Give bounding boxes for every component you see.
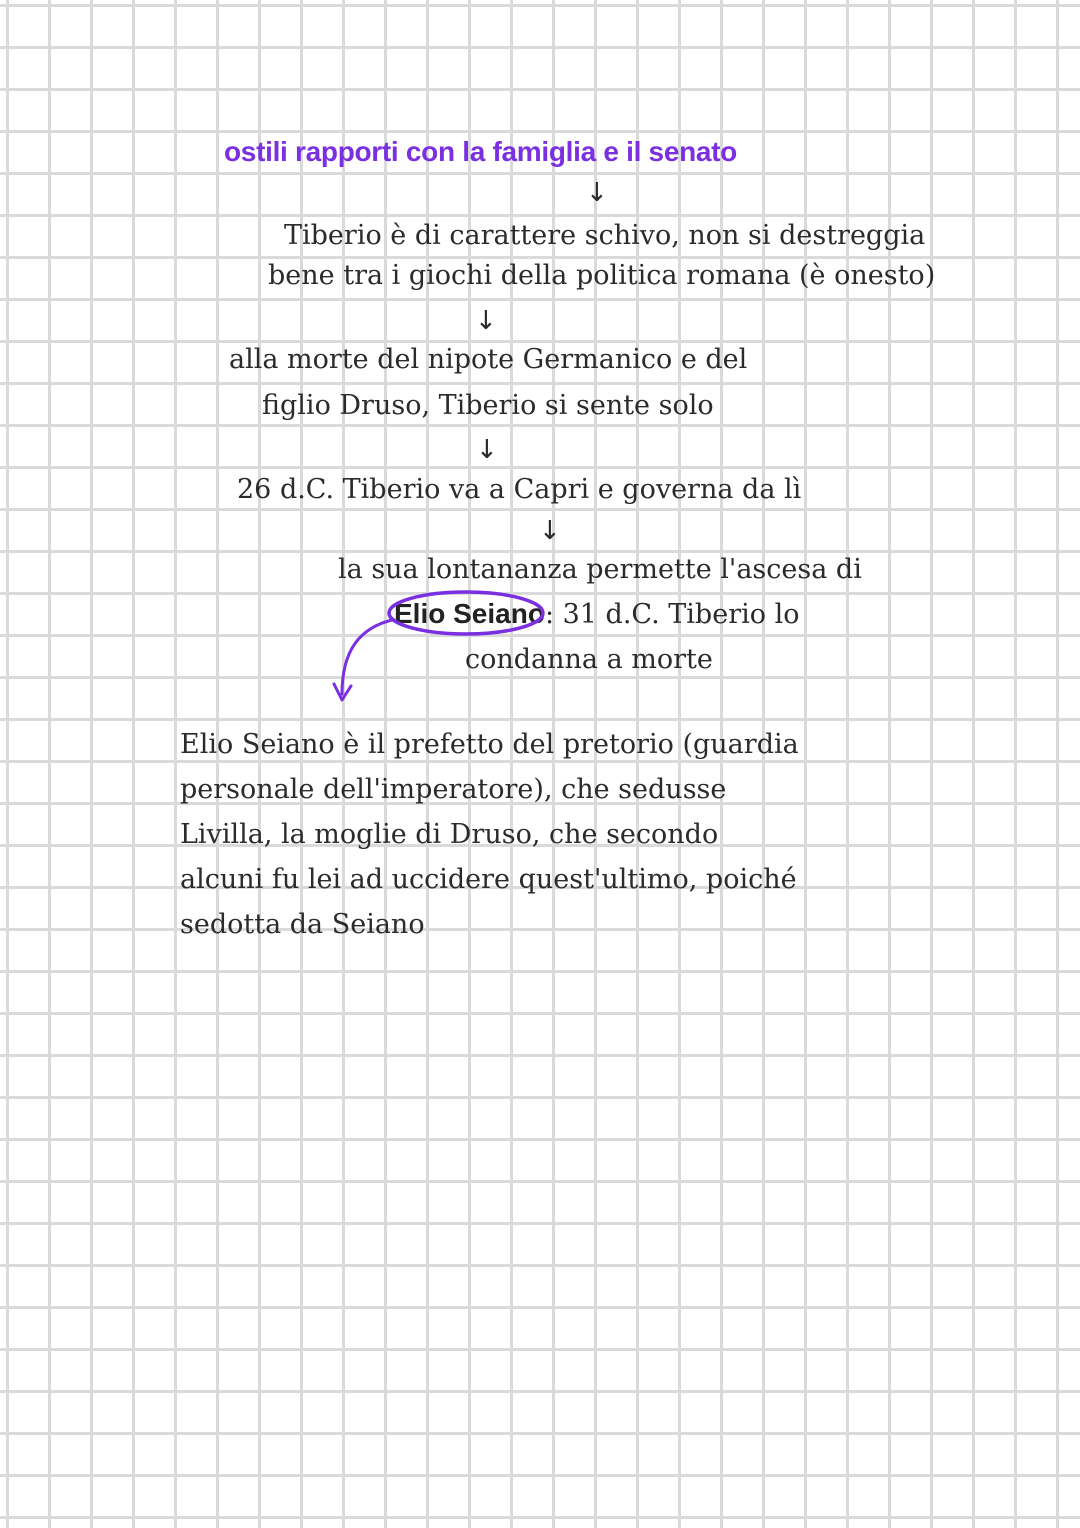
down-arrow-icon: ↓ [476, 435, 498, 465]
note-line: sedotta da Seiano [180, 909, 425, 940]
highlighted-name: Elio Seiano [394, 598, 545, 629]
down-arrow-icon: ↓ [475, 306, 497, 336]
down-arrow-icon: ↓ [586, 178, 608, 208]
note-line: Elio Seiano è il prefetto del pretorio (guardia [180, 729, 799, 760]
block4-line1: la sua lontananza permette l'ascesa di [338, 554, 862, 585]
highlight-circle-icon [389, 592, 543, 634]
heading-text: ostili rapporti con la famiglia e il senato [224, 136, 737, 167]
block2-line2: figlio Druso, Tiberio si sente solo [262, 390, 714, 421]
note-line: personale dell'imperatore), che sedusse [180, 774, 727, 805]
block1-line2: bene tra i giochi della politica romana (è onesto) [268, 260, 936, 291]
note-line: Livilla, la moglie di Druso, che secondo [180, 819, 719, 850]
explanation-paragraph [180, 722, 799, 947]
block4-line2-rest: : 31 d.C. Tiberio lo [544, 599, 800, 630]
note-line: alcuni fu lei ad uccidere quest'ultimo, poiché [180, 864, 797, 895]
block3-line1: 26 d.C. Tiberio va a Capri e governa da lì [237, 474, 802, 505]
block4-line3: condanna a morte [465, 644, 713, 675]
down-arrow-icon: ↓ [539, 516, 561, 546]
block1-line1: Tiberio è di carattere schivo, non si destreggia [284, 220, 926, 251]
block2-line1: alla morte del nipote Germanico e del [229, 344, 748, 375]
curved-arrow-icon [342, 620, 392, 694]
